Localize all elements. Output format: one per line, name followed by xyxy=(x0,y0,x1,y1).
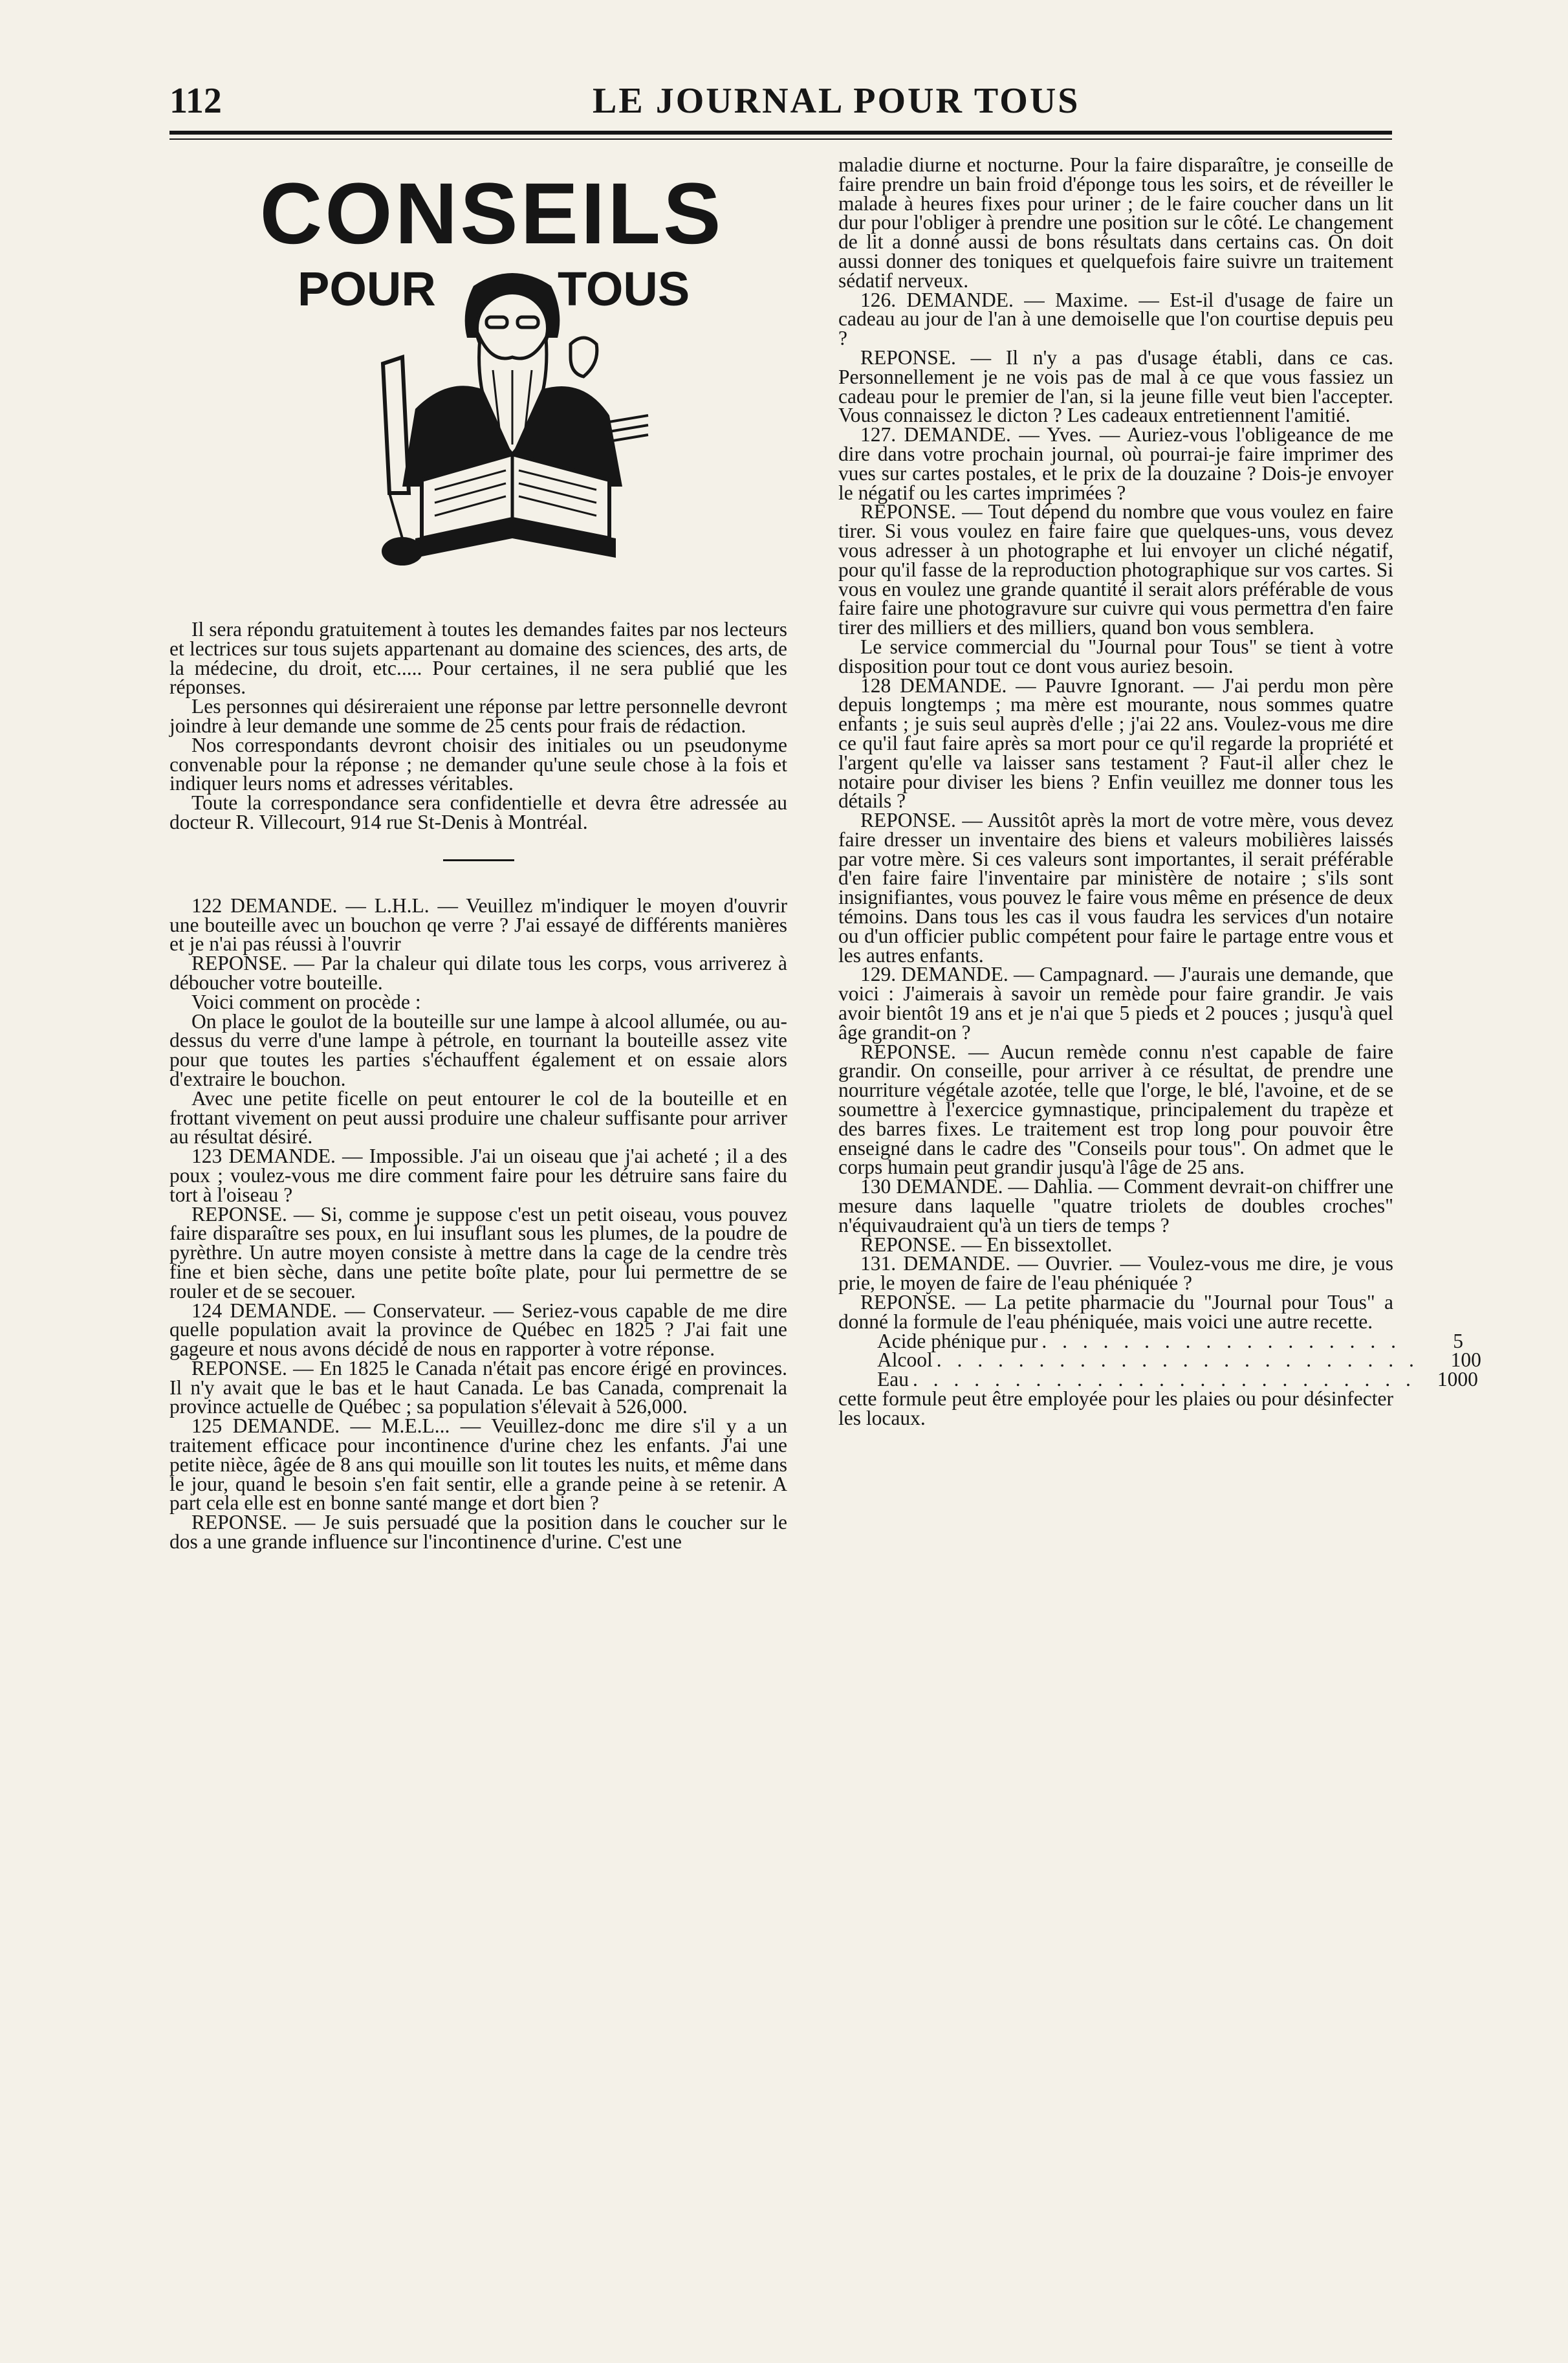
left-column xyxy=(169,157,787,1552)
journal-title: LE JOURNAL POUR TOUS xyxy=(593,81,1080,121)
bearded-doctor-illustration xyxy=(376,260,648,597)
recipe-quantity: 5 xyxy=(1453,1329,1464,1352)
answer-paragraph: REPONSE. — En 1825 le Canada n'était pas encore érigé en provinces. Il n'y avait que le bas et le haut Canada. Le bas Canada, comprenait la province actuelle de Québec ; sa population s'élevait à 526,000. xyxy=(169,1356,787,1418)
answer-continuation: maladie diurne et nocturne. Pour la faire disparaître, je conseille de faire prendre un bain froid d'éponge tous les soirs, et de réveiller le malade à heures fixes pour uriner ; de le faire coucher dans un lit dur pour l'obliger à prendre une position sur le côté. Le changement de lit a donné aussi de bons résultats dans certains cas. On doit aussi donner des toniques et quelquefois faire suivre un traitement sédatif nerveux. xyxy=(838,153,1393,292)
answer-paragraph: Voici comment on procède : xyxy=(191,990,421,1013)
leader-dots: . . . . . . . . . . . . . . . . . . xyxy=(1041,1329,1402,1352)
recipe-quantity: 1000 xyxy=(1437,1368,1478,1391)
question-paragraph: 125 DEMANDE. — M.E.L... — Veuillez-donc me dire s'il y a un traitement efficace pour incontinence d'urine chez les enfants. J'ai une petite nièce, âgée de 8 ans qui mouille son lit toutes les nuits, et même dans le jour, quand le besoin s'en fait sentir, elle a grande peine à se retenir. A part cela elle est en bonne santé mange et dort bien ? xyxy=(169,1414,787,1515)
recipe-row xyxy=(877,1368,1478,1391)
header-rule-thin xyxy=(169,138,1392,140)
question-paragraph: 128 DEMANDE. — Pauvre Ignorant. — J'ai perdu mon père depuis longtemps ; ma mère est mourante, nous sommes quatre enfants ; je suis seul auprès d'elle ; j'ai 22 ans. Voulez-vous me dire ce qu'il faut faire après sa mort pour ce qu'il regarde la propriété et l'argent qu'elle va laisser sans testament ? Faut-il aller chez le notaire pour diviser les biens ? Enfin veuillez me donner tous les détails ? xyxy=(838,674,1393,813)
logo-tous: TOUS xyxy=(558,262,690,316)
answer-paragraph: REPONSE. — En bissextollet. xyxy=(860,1233,1113,1256)
answer-paragraph: REPONSE. — La petite pharmacie du "Journal pour Tous" a donné la formule de l'eau phéniquée, mais voici une autre recette. xyxy=(838,1291,1393,1333)
answer-paragraph: Avec une petite ficelle on peut entourer le col de la bouteille et en frottant vivement on peut aussi produire une chaleur suffisante pour arriver au résultat désiré. xyxy=(169,1086,787,1149)
intro-paragraph: Nos correspondants devront choisir des initiales ou un pseudonyme convenable pour la réponse ; ne demander qu'une seule chose à la fois et indiquer leurs noms et adresses véritables. xyxy=(169,733,787,795)
question-paragraph: 122 DEMANDE. — L.H.L. — Veuillez m'indiquer le moyen d'ouvrir une bouteille avec un bouchon qe verre ? J'ai essayé de différents manières et je n'ai pas réussi à l'ouvrir xyxy=(169,894,787,956)
answer-paragraph: REPONSE. — Si, comme je suppose c'est un petit oiseau, vous pouvez faire disparaître ses poux, en lui insuflant sous les plumes, de la poudre de pyrèthre. Un autre moyen consiste à mettre dans la cage de la cendre très fine et bien sèche, dans une petite boîte plate, pour lui permettre de se rouler et de se secouer. xyxy=(169,1202,787,1302)
question-paragraph: 123 DEMANDE. — Impossible. J'ai un oiseau que j'ai acheté ; il a des poux ; voulez-vous me dire comment faire pour les détruire sans faire du tort à l'oiseau ? xyxy=(169,1145,787,1206)
notice-paragraph: Le service commercial du "Journal pour Tous" se tient à votre disposition pour tout ce dont vous auriez besoin. xyxy=(838,635,1393,677)
question-paragraph: 129. DEMANDE. — Campagnard. — J'aurais une demande, que voici : J'aimerais à savoir un remède pour faire grandir. Je vais avoir bientôt 19 ans et je n'ai que 5 pieds et 2 pouces ; jusqu'à quel âge grandit-on ? xyxy=(838,963,1393,1044)
recipe-ingredient: Alcool xyxy=(877,1348,933,1372)
conseils-logo xyxy=(169,157,787,603)
question-paragraph: 124 DEMANDE. — Conservateur. — Seriez-vous capable de me dire quelle population avait la province de Québec en 1825 ? J'ai fait une gageure et nous avons décidé de nous en rapporter à votre réponse. xyxy=(169,1299,787,1361)
page-number: 112 xyxy=(169,81,222,121)
running-header xyxy=(169,76,1392,132)
question-paragraph: 126. DEMANDE. — Maxime. — Est-il d'usage de faire un cadeau au jour de l'an à une demoiselle que l'on courtise depuis peu ? xyxy=(838,288,1393,350)
recipe-row xyxy=(877,1348,1481,1372)
leader-dots: . . . . . . . . . . . . . . . . . . . . . . . . xyxy=(936,1348,1419,1372)
closing-paragraph: cette formule peut être employée pour les plaies ou pour désinfecter les locaux. xyxy=(838,1387,1393,1429)
answer-paragraph: REPONSE. — Aucun remède connu n'est capable de faire grandir. On conseille, pour arriver à ce résultat, de prendre une nourriture végétale azotée, telle que l'orge, le blé, l'avoine, et de se soumettre à l'exercice gymnastique, principalement du trapèze et des barres fixes. Le traitement est trop long pour pouvoir être enseigné dans le cadre des "Conseils pour tous". On admet que le corps humain peut grandir jusqu'à l'âge de 25 ans. xyxy=(838,1040,1393,1179)
header-rule xyxy=(169,131,1392,135)
question-paragraph: 131. DEMANDE. — Ouvrier. — Voulez-vous me dire, je vous prie, le moyen de faire de l'eau phéniquée ? xyxy=(838,1252,1393,1295)
recipe-row xyxy=(877,1329,1464,1352)
intro-paragraph: Les personnes qui désireraient une réponse par lettre personnelle devront joindre à leur demande une somme de 25 cents pour frais de rédaction. xyxy=(169,695,787,737)
answer-paragraph: REPONSE. — Aussitôt après la mort de votre mère, vous devez faire dresser un inventaire des biens et valeurs mobilières laissés par votre mère. Si ces valeurs sont importantes, il serait préférable d'en faire faire l'inventaire par ministère de notaire ; s'ils sont insignifiantes, vous pouvez le faire vous même en présence de deux témoins. Dans tous les cas il vous faudra les services d'un notaire ou d'un officier public compétent pour faire le partage entre vous et les autres enfants. xyxy=(838,809,1393,967)
right-column xyxy=(838,153,1481,1429)
question-paragraph: 127. DEMANDE. — Yves. — Auriez-vous l'obligeance de me dire dans votre prochain journal, où pourrai-je faire imprimer des vues sur cartes postales, et le prix de la douzaine ? Dois-je envoyer le négatif ou les cartes imprimées ? xyxy=(838,423,1393,504)
logo-pour: POUR xyxy=(298,262,436,316)
intro-paragraph: Il sera répondu gratuitement à toutes les demandes faites par nos lecteurs et lectrices sur tous sujets appartenant au domaine des sciences, des arts, de la médecine, du droit, etc..... Pour certaines, il ne sera publié que les réponses. xyxy=(169,618,787,699)
answer-paragraph: On place le goulot de la bouteille sur une lampe à alcool allumée, ou au-dessus du verre d'une lampe à pétrole, en tournant la bouteille assez vite pour que toutes les parties s'échauffent également et on essaie alors d'extraire le bouchon. xyxy=(169,1009,787,1090)
leader-dots: . . . . . . . . . . . . . . . . . . . . . . . . . xyxy=(912,1368,1416,1391)
recipe-ingredient: Acide phénique pur xyxy=(877,1329,1038,1352)
recipe-ingredient: Eau xyxy=(877,1368,909,1391)
answer-paragraph: REPONSE. — Il n'y a pas d'usage établi, dans ce cas. Personnellement je ne vois pas de mal à ce que vous fassiez un cadeau pour le premier de l'an, si la jeune fille veut bien l'accepter. Vous connaissez le dicton ? Les cadeaux entretiennent l'amitié. xyxy=(838,346,1393,427)
answer-paragraph: REPONSE. — Tout dépend du nombre que vous voulez en faire tirer. Si vous voulez en faire faire que quelques-uns, vous devez vous adresser à un photographe et lui envoyer un cliché négatif, pour qu'il fasse de la reproduction photographique sur vos cartes. Si vous en voulez une grande quantité il serait alors préférable de vous faire faire une photogravure sur cuivre qui vous permettra d'en faire tirer des milliers et des milliers, quand bon vous semblera. xyxy=(838,500,1393,639)
recipe-quantity: 100 xyxy=(1450,1348,1481,1372)
section-divider xyxy=(443,859,514,861)
question-paragraph: 130 DEMANDE. — Dahlia. — Comment devrait-on chiffrer une mesure dans laquelle "quatre triolets de doubles croches" n'équivaudraient qu'à un tiers de temps ? xyxy=(838,1175,1393,1236)
answer-paragraph: REPONSE. — Par la chaleur qui dilate tous les corps, vous arriverez à déboucher votre bouteille. xyxy=(169,952,787,994)
intro-paragraph: Toute la correspondance sera confidentielle et devra être adressée au docteur R. Villecourt, 914 rue St-Denis à Montréal. xyxy=(169,791,787,833)
answer-paragraph: REPONSE. — Je suis persuadé que la position dans le coucher sur le dos a une grande influence sur l'incontinence d'urine. C'est une xyxy=(169,1511,787,1554)
recipe-table xyxy=(877,1329,1481,1391)
logo-title: CONSEILS xyxy=(259,166,724,262)
